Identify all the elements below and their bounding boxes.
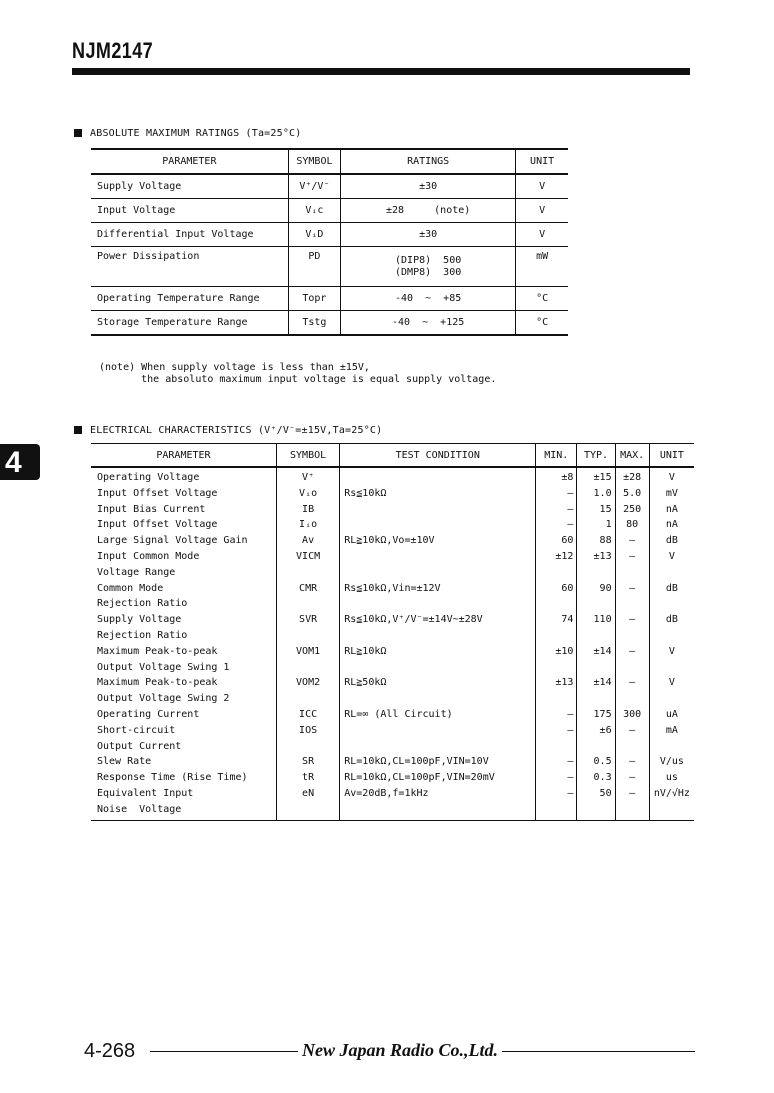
row-14-cond: Av=20dB,f=1kHz [344, 787, 429, 799]
row-7-spacer [650, 628, 694, 644]
row-9-p2: Output Voltage Swing 2 [97, 693, 230, 705]
col-unit: UNIT [516, 149, 568, 174]
row-14-typ: 50 [599, 787, 612, 799]
row-5-unit: V [668, 550, 675, 562]
row-14-spacer [277, 802, 339, 818]
elec-table [91, 443, 694, 821]
section-tab [0, 444, 40, 480]
row-14-spacer [536, 802, 573, 818]
row-6-spacer [650, 596, 694, 612]
cell-symbol: Tstg [288, 311, 340, 336]
row-7-typ: 110 [593, 614, 612, 626]
row-8-spacer [577, 660, 611, 676]
row-0-max: ±28 [623, 472, 642, 483]
row-8-p1: Maximum Peak-to-peak [97, 645, 218, 657]
row-14-sym: eN [302, 787, 315, 799]
max-lines [616, 470, 649, 818]
row-14-spacer [616, 802, 649, 818]
cell-unit: V [516, 199, 568, 223]
cell-unit [649, 467, 694, 820]
cell-parameter [91, 467, 276, 820]
row-7-max: — [629, 614, 636, 626]
row-5-min: ±12 [555, 550, 574, 562]
row-6-unit: dB [665, 582, 678, 594]
row-3-cond [344, 517, 535, 533]
row-8-spacer [650, 660, 694, 676]
elec-title: ELECTRICAL CHARACTERISTICS (V⁺/V⁻=±15V,Ta=25°C) [90, 425, 383, 436]
row-4-max: — [629, 535, 636, 547]
abs-max-note [99, 338, 496, 398]
company-name: New Japan Radio Co.,Ltd. [298, 1040, 502, 1061]
param-lines [97, 470, 276, 818]
row-6-p1: Common Mode [97, 582, 164, 594]
symbol-lines [277, 470, 339, 818]
row-1-unit: mV [665, 487, 678, 499]
row-4-typ: 88 [599, 535, 612, 547]
row-12-typ: 0.5 [593, 756, 612, 768]
row-0-cond [344, 470, 535, 486]
row-6-spacer [344, 596, 535, 612]
row-4-cond: RL≧10kΩ,Vo=±10V [344, 535, 435, 547]
row-7-spacer [577, 628, 611, 644]
col-symbol: SYMBOL [288, 149, 340, 174]
row-10-p1: Operating Current [97, 708, 200, 720]
row-5-spacer [577, 565, 611, 581]
row-7-cond: Rs≦10kΩ,V⁺/V⁻=±14V~±28V [344, 614, 483, 626]
row-13-typ: 0.3 [593, 772, 612, 784]
cell-parameter: Storage Temperature Range [91, 311, 288, 336]
row-6-spacer [536, 596, 573, 612]
rating-dmp8: (DMP8) 300 [395, 266, 462, 278]
row-1-p1: Input Offset Voltage [97, 487, 218, 499]
row-7-spacer [344, 628, 535, 644]
row-8-sym: VOM1 [296, 645, 321, 657]
row-14-p2: Noise Voltage [97, 803, 182, 815]
row-11-spacer [650, 739, 694, 755]
row-2-typ: 15 [599, 503, 612, 515]
col-condition: TEST CONDITION [340, 444, 536, 468]
cell-rating: -40 ~ +125 [341, 311, 516, 336]
row-2-max: 250 [623, 503, 642, 515]
row-5-spacer [536, 565, 573, 581]
cell-rating: ±30 [341, 223, 516, 247]
row-9-spacer [616, 691, 649, 707]
row-10-min: — [567, 708, 574, 720]
row-6-spacer [616, 596, 649, 612]
row-6-spacer [577, 596, 611, 612]
row-11-min: — [567, 724, 574, 736]
row-7-spacer [277, 628, 339, 644]
row-8-spacer [536, 660, 573, 676]
row-3-p1: Input Offset Voltage [97, 519, 218, 531]
row-14-spacer [650, 802, 694, 818]
cell-parameter: Supply Voltage [91, 174, 288, 199]
row-5-max: — [629, 550, 636, 562]
row-6-p2: Rejection Ratio [97, 598, 188, 610]
cell-rating: ±30 [341, 174, 516, 199]
table-header-row [91, 444, 694, 468]
row-8-spacer [616, 660, 649, 676]
row-3-max: 80 [626, 519, 639, 531]
row-2-min: — [567, 503, 574, 515]
cell-unit: mW [516, 247, 568, 287]
row-9-unit: V [668, 677, 675, 689]
row-9-max: — [629, 677, 636, 689]
bullet-square-icon [74, 129, 82, 137]
cell-symbol: V⁺/V⁻ [288, 174, 340, 199]
row-11-unit: mA [665, 724, 678, 736]
row-10-cond: RL=∞ (All Circuit) [344, 708, 453, 720]
abs-max-heading [74, 128, 302, 139]
page-number: 4-268 [84, 1040, 136, 1062]
row-6-typ: 90 [599, 582, 612, 594]
row-8-unit: V [668, 645, 675, 657]
col-typ: TYP. [577, 444, 615, 468]
row-3-unit: nA [665, 519, 678, 531]
cell-unit: V [516, 174, 568, 199]
row-8-spacer [344, 660, 535, 676]
row-12-p1: Slew Rate [97, 756, 152, 768]
row-5-sym: VICM [296, 550, 321, 562]
row-9-spacer [577, 691, 611, 707]
section-tab-label: 4 [5, 446, 22, 479]
row-14-max: — [629, 787, 636, 799]
cell-max [615, 467, 649, 820]
table-row [91, 287, 568, 311]
table-row [91, 247, 568, 287]
cell-symbol: Topr [288, 287, 340, 311]
row-10-max: 300 [623, 708, 642, 720]
row-9-sym: VOM2 [296, 677, 321, 689]
row-11-spacer [277, 739, 339, 755]
col-symbol: SYMBOL [276, 444, 339, 468]
row-11-p2: Output Current [97, 740, 182, 752]
row-4-min: 60 [561, 535, 574, 547]
row-1-typ: 1.0 [593, 487, 612, 499]
cell-rating: ±28 (note) [341, 199, 516, 223]
col-min: MIN. [536, 444, 577, 468]
cell-rating [341, 247, 516, 287]
row-3-typ: 1 [605, 519, 612, 531]
row-13-p1: Response Time (Rise Time) [97, 772, 248, 784]
table-row [91, 223, 568, 247]
row-9-p1: Maximum Peak-to-peak [97, 677, 218, 689]
cell-parameter: Input Voltage [91, 199, 288, 223]
row-0-sym: V⁺ [302, 472, 315, 483]
row-7-p1: Supply Voltage [97, 614, 182, 626]
unit-lines [650, 470, 694, 818]
row-14-p1: Equivalent Input [97, 787, 194, 799]
note-line-1: (note) When supply voltage is less than ±15V, [99, 362, 370, 373]
cell-symbol: PD [288, 247, 340, 287]
row-4-unit: dB [665, 535, 678, 547]
row-3-sym: Iᵢo [299, 519, 318, 531]
cell-symbol [276, 467, 339, 820]
row-2-sym: IB [302, 503, 315, 515]
row-6-sym: CMR [299, 582, 318, 594]
row-10-unit: uA [665, 708, 678, 720]
row-5-spacer [616, 565, 649, 581]
row-13-sym: tR [302, 772, 315, 784]
row-9-cond: RL≧50kΩ [344, 677, 387, 689]
row-13-max: — [629, 772, 636, 784]
table-header-row [91, 149, 568, 174]
table-row [91, 174, 568, 199]
row-11-spacer [536, 739, 573, 755]
row-11-spacer [344, 739, 535, 755]
abs-max-title: ABSOLUTE MAXIMUM RATINGS (Ta=25°C) [90, 128, 302, 139]
row-5-p2: Voltage Range [97, 566, 176, 578]
row-6-spacer [277, 596, 339, 612]
cell-unit: °C [516, 287, 568, 311]
cell-symbol: VᵢD [288, 223, 340, 247]
row-8-max: — [629, 645, 636, 657]
row-9-min: ±13 [555, 677, 574, 689]
row-8-min: ±10 [555, 645, 574, 657]
row-1-cond: Rs≦10kΩ [344, 487, 387, 499]
cell-unit: °C [516, 311, 568, 336]
row-5-spacer [277, 565, 339, 581]
row-14-spacer [577, 802, 611, 818]
row-7-p2: Rejection Ratio [97, 629, 188, 641]
row-13-cond: RL=10kΩ,CL=100pF,VIN=20mV [344, 772, 495, 784]
row-7-spacer [536, 628, 573, 644]
note-line-2: the absoluto maximum input voltage is equal supply voltage. [99, 374, 497, 385]
typ-lines [577, 470, 611, 818]
cell-rating: -40 ~ +85 [341, 287, 516, 311]
rating-dip8: (DIP8) 500 [395, 254, 462, 266]
row-5-cond [344, 549, 535, 565]
table-row [91, 311, 568, 336]
row-11-sym: IOS [299, 724, 318, 736]
row-8-typ: ±14 [593, 645, 612, 657]
row-3-min: — [567, 519, 574, 531]
row-14-unit: nV/√Hz [653, 787, 690, 799]
cell-min [536, 467, 577, 820]
row-5-typ: ±13 [593, 550, 612, 562]
min-lines [536, 470, 573, 818]
cell-symbol: Vᵢc [288, 199, 340, 223]
row-0-min: ±8 [561, 472, 574, 483]
bullet-square-icon [74, 426, 82, 434]
row-6-max: — [629, 582, 636, 594]
col-max: MAX. [615, 444, 649, 468]
cell-parameter: Operating Temperature Range [91, 287, 288, 311]
row-2-cond [344, 502, 535, 518]
col-parameter: PARAMETER [91, 149, 288, 174]
part-number: NJM2147 [72, 38, 154, 63]
row-14-min: — [567, 787, 574, 799]
elec-heading [74, 425, 382, 436]
header-rule [72, 68, 690, 75]
row-12-min: — [567, 756, 574, 768]
row-5-spacer [650, 565, 694, 581]
row-0-typ: ±15 [593, 472, 612, 483]
row-11-spacer [577, 739, 611, 755]
row-0-unit: V [668, 472, 675, 483]
col-ratings: RATINGS [341, 149, 516, 174]
row-1-min: — [567, 487, 574, 499]
row-2-p1: Input Bias Current [97, 503, 206, 515]
row-10-sym: ICC [299, 708, 318, 720]
table-row [91, 467, 694, 820]
row-4-sym: Av [302, 535, 315, 547]
cell-typ [577, 467, 615, 820]
row-11-cond [344, 723, 535, 739]
row-12-sym: SR [302, 756, 315, 768]
col-parameter: PARAMETER [91, 444, 276, 468]
row-12-max: — [629, 756, 636, 768]
row-11-max: — [629, 724, 636, 736]
row-1-max: 5.0 [623, 487, 642, 499]
row-0-p1: Operating Voltage [97, 472, 200, 483]
cell-parameter: Differential Input Voltage [91, 223, 288, 247]
row-5-p1: Input Common Mode [97, 550, 200, 562]
col-unit: UNIT [649, 444, 694, 468]
row-7-unit: dB [665, 614, 678, 626]
row-9-spacer [536, 691, 573, 707]
row-13-min: — [567, 772, 574, 784]
row-13-unit: us [665, 772, 678, 784]
row-10-typ: 175 [593, 708, 612, 720]
row-12-cond: RL=10kΩ,CL=100pF,VIN=10V [344, 756, 489, 768]
table-row [91, 199, 568, 223]
cell-parameter: Power Dissipation [91, 247, 288, 287]
row-9-spacer [344, 691, 535, 707]
row-4-p1: Large Signal Voltage Gain [97, 535, 248, 547]
row-8-p2: Output Voltage Swing 1 [97, 661, 230, 673]
row-11-spacer [616, 739, 649, 755]
row-9-typ: ±14 [593, 677, 612, 689]
row-1-sym: Vᵢo [299, 487, 318, 499]
row-11-typ: ±6 [599, 724, 612, 736]
cell-unit: V [516, 223, 568, 247]
condition-lines [344, 470, 535, 818]
abs-max-table [91, 148, 568, 336]
row-5-spacer [344, 565, 535, 581]
row-7-spacer [616, 628, 649, 644]
row-2-unit: nA [665, 503, 678, 515]
row-9-spacer [277, 691, 339, 707]
row-9-spacer [650, 691, 694, 707]
row-7-min: 74 [561, 614, 574, 626]
cell-condition [340, 467, 536, 820]
row-12-unit: V/us [659, 756, 684, 768]
row-6-cond: Rs≦10kΩ,Vin=±12V [344, 582, 441, 594]
row-8-spacer [277, 660, 339, 676]
row-11-p1: Short-circuit [97, 724, 176, 736]
row-6-min: 60 [561, 582, 574, 594]
row-7-sym: SVR [299, 614, 318, 626]
row-14-spacer [344, 802, 535, 818]
row-8-cond: RL≧10kΩ [344, 645, 387, 657]
